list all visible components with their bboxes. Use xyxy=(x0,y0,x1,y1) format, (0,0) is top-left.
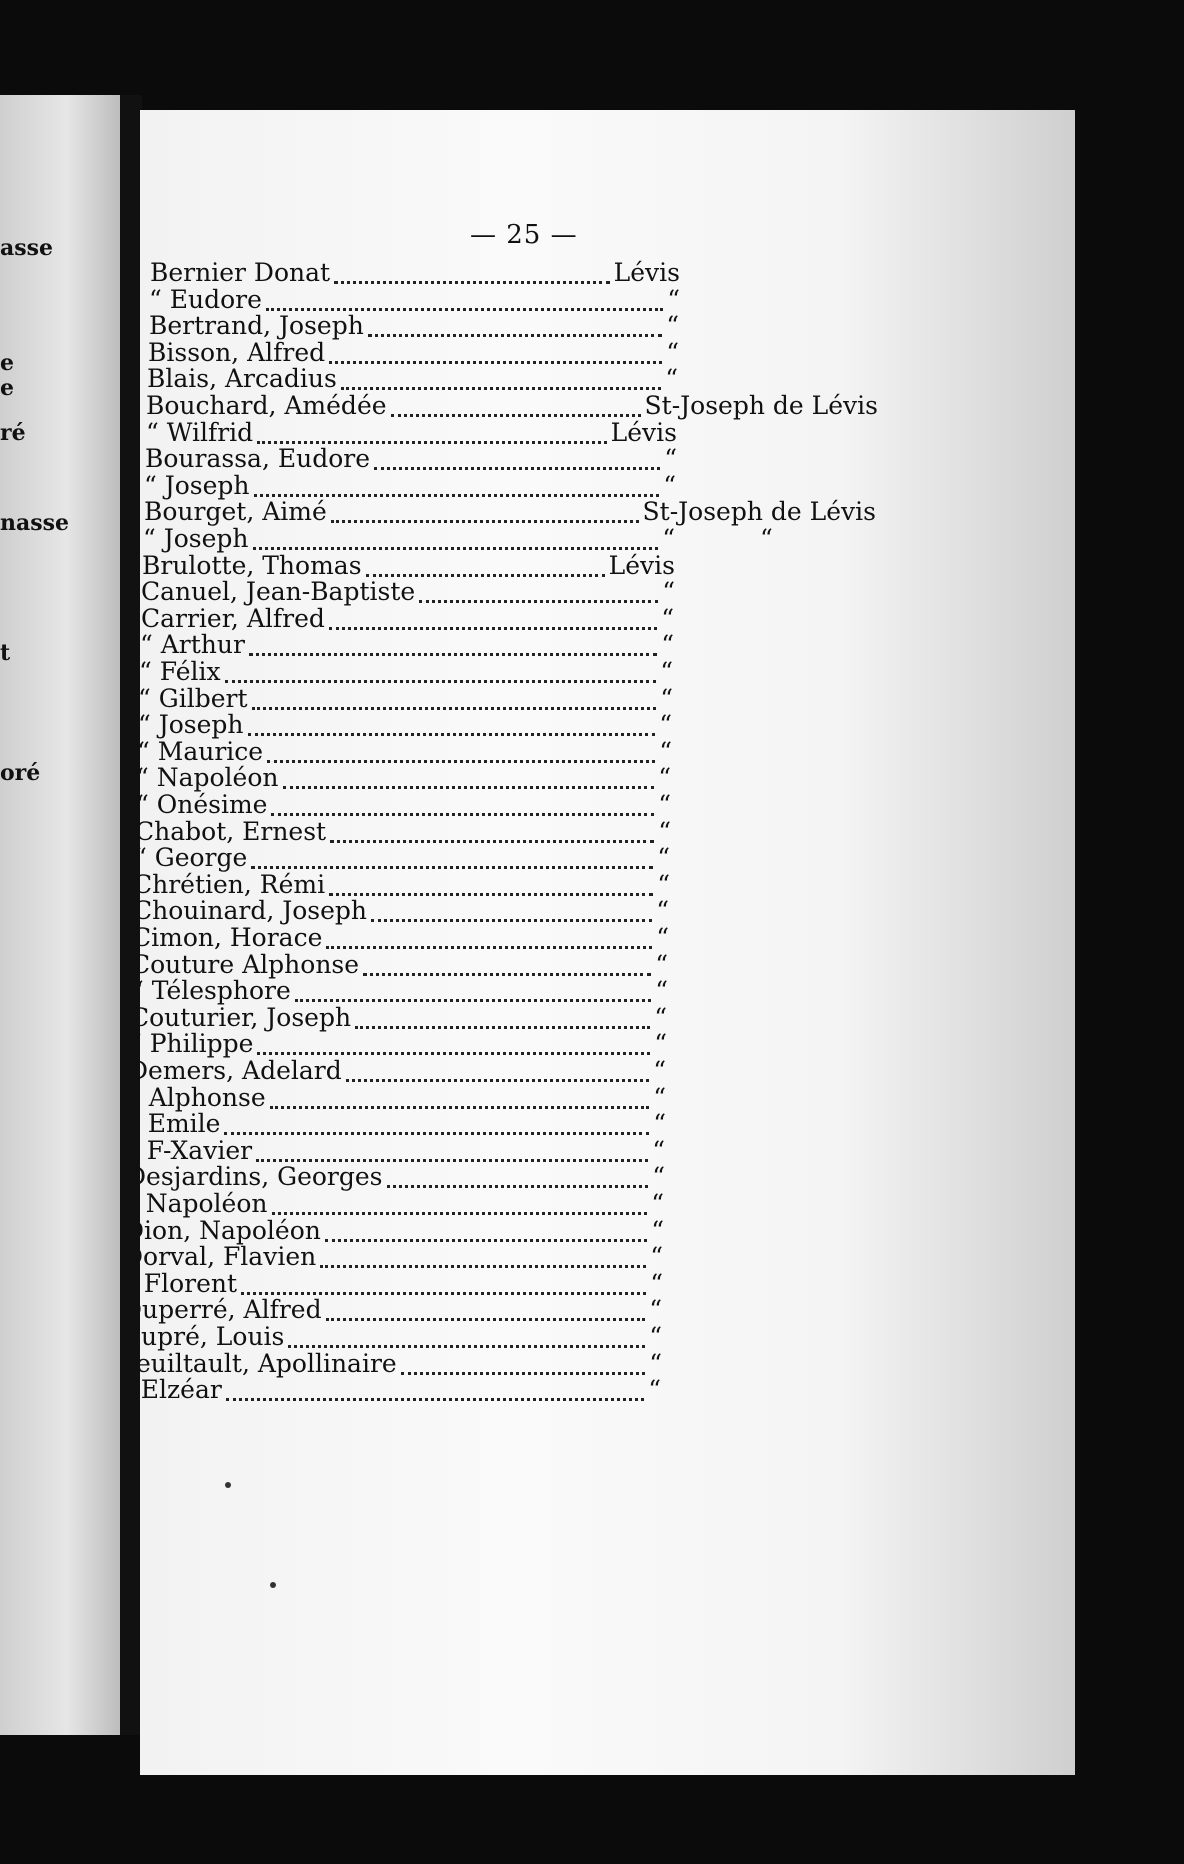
person-name: Cimon, Horace xyxy=(132,923,323,952)
person-name: Feuiltault, Apollinaire xyxy=(120,1349,397,1378)
dot-leader xyxy=(249,647,657,656)
person-name: Bisson, Alfred xyxy=(148,338,326,367)
place-name: St-Joseph de Lévis xyxy=(642,497,876,526)
facing-page-text: ré xyxy=(0,420,26,446)
dot-leader xyxy=(330,834,654,843)
person-name: “ Gilbert xyxy=(138,684,248,713)
list-entry xyxy=(130,1005,667,1031)
person-name: Canuel, Jean-Baptiste xyxy=(141,577,416,606)
facing-page-text: oré xyxy=(0,760,41,786)
dot-leader xyxy=(391,408,641,417)
dot-leader xyxy=(271,807,654,816)
person-name: Brulotte, Thomas xyxy=(142,551,362,580)
dot-leader xyxy=(252,701,657,710)
dot-leader xyxy=(401,1366,646,1375)
place-name: Lévis xyxy=(613,258,680,287)
person-name: “ Napoléon xyxy=(136,763,279,792)
place-name: “ xyxy=(649,1295,662,1324)
place-name: “ xyxy=(665,364,678,393)
dot-leader xyxy=(368,328,662,337)
dot-leader xyxy=(329,355,662,364)
dot-leader xyxy=(355,1020,650,1029)
person-name: “ Arthur xyxy=(140,630,245,659)
dot-leader xyxy=(226,1392,644,1401)
place-name: “ xyxy=(650,1242,663,1271)
person-name: “ Eudore xyxy=(149,285,262,314)
dot-leader xyxy=(329,887,653,896)
dot-leader xyxy=(363,967,651,976)
place-name: “ xyxy=(661,604,674,633)
list-entry xyxy=(140,632,674,658)
person-name: Couture Alphonse xyxy=(131,950,360,979)
dot-leader xyxy=(267,754,655,763)
place-name: “ xyxy=(652,1136,665,1165)
dot-leader xyxy=(241,1286,646,1295)
dot-leader xyxy=(253,541,659,550)
dot-leader xyxy=(387,1179,649,1188)
place-name: “ xyxy=(657,843,670,872)
person-name: “ Joseph xyxy=(143,524,249,553)
person-name: “ Florent xyxy=(123,1269,238,1298)
person-name: Demers, Adelard xyxy=(128,1056,342,1085)
place-name: “ xyxy=(666,338,679,367)
person-name: “ Napoléon xyxy=(125,1189,268,1218)
place-name: “ xyxy=(659,737,672,766)
dot-leader xyxy=(251,860,653,869)
person-name: Chrétien, Rémi xyxy=(133,870,326,899)
list-entry xyxy=(126,1164,665,1190)
document-page xyxy=(120,110,1075,1775)
list-entry xyxy=(136,792,671,818)
place-name: “ xyxy=(655,976,668,1005)
person-name: Duperré, Alfred xyxy=(122,1295,322,1324)
facing-page-text: nasse xyxy=(0,510,70,536)
place-name: “ xyxy=(653,1083,666,1112)
person-name: Bertrand, Joseph xyxy=(149,311,364,340)
list-entry xyxy=(141,606,674,632)
place-name: “ xyxy=(658,763,671,792)
facing-page-fragment xyxy=(0,95,120,1735)
place-name: “ xyxy=(651,1189,664,1218)
person-name: Dorval, Flavien xyxy=(123,1242,317,1271)
list-entry xyxy=(132,925,669,951)
list-entry xyxy=(149,287,680,313)
dot-leader xyxy=(283,780,655,789)
place-name: “ xyxy=(658,790,671,819)
place-name: “ xyxy=(660,684,673,713)
list-entry xyxy=(147,366,678,392)
person-name: Desjardins, Georges xyxy=(126,1162,383,1191)
list-entry xyxy=(135,819,671,845)
list-entry xyxy=(138,712,672,738)
list-entry xyxy=(133,898,669,924)
dot-leader xyxy=(374,461,660,470)
place-name: “ xyxy=(659,710,672,739)
dot-leader xyxy=(257,1046,650,1055)
person-name: “ Joseph xyxy=(144,471,250,500)
list-entry xyxy=(141,579,675,605)
person-name: “ Joseph xyxy=(138,710,244,739)
place-name: Lévis xyxy=(610,418,677,447)
place-name: “ xyxy=(655,950,668,979)
dot-leader xyxy=(266,302,663,311)
dot-leader xyxy=(346,1073,649,1082)
list-entry xyxy=(122,1297,662,1323)
place-name: “ xyxy=(667,285,680,314)
place-name: “ xyxy=(661,630,674,659)
person-name: “ George xyxy=(134,843,248,872)
list-entry xyxy=(131,978,668,1004)
list-entry xyxy=(145,446,677,472)
dot-leader xyxy=(270,1100,650,1109)
person-name: Couturier, Joseph xyxy=(130,1003,352,1032)
facing-page-text: e xyxy=(0,350,14,376)
person-name: Dupré, Louis xyxy=(121,1322,285,1351)
dot-leader xyxy=(329,621,657,630)
dot-leader xyxy=(254,488,660,497)
place-name: “ xyxy=(666,311,679,340)
dot-leader xyxy=(419,594,658,603)
list-entry xyxy=(144,499,876,525)
list-entry xyxy=(123,1244,663,1270)
dot-leader xyxy=(248,727,656,736)
list-entry xyxy=(133,872,670,898)
list-entry xyxy=(128,1085,666,1111)
dot-leader xyxy=(366,568,605,577)
facing-page-text: asse xyxy=(0,235,54,261)
place-name: “ xyxy=(664,444,677,473)
place-name: “ xyxy=(660,657,673,686)
dot-leader xyxy=(325,1233,647,1242)
person-name: Bourassa, Eudore xyxy=(145,444,370,473)
dot-leader xyxy=(256,1153,648,1162)
place-name: St-Joseph de Lévis xyxy=(644,391,878,420)
dot-leader xyxy=(257,435,606,444)
place-name: “ xyxy=(658,817,671,846)
place-name: “ xyxy=(649,1322,662,1351)
person-name: “ Onésime xyxy=(136,790,268,819)
list-entry xyxy=(143,526,675,552)
ink-speck xyxy=(225,1482,231,1488)
dot-leader xyxy=(331,514,639,523)
place-name: “ xyxy=(648,1375,661,1404)
list-entry xyxy=(126,1138,665,1164)
place-name: “ xyxy=(656,923,669,952)
dot-leader xyxy=(224,1126,649,1135)
person-name: Blais, Arcadius xyxy=(147,364,337,393)
dot-leader xyxy=(334,275,610,284)
place-name: “ xyxy=(652,1162,665,1191)
list-entry xyxy=(138,686,673,712)
dot-leader xyxy=(295,993,651,1002)
person-name: “ Elzéar xyxy=(120,1375,222,1404)
list-entry xyxy=(128,1058,666,1084)
place-name: “ xyxy=(653,1056,666,1085)
place-name: “ xyxy=(649,1349,662,1378)
list-entry xyxy=(134,845,670,871)
dot-leader xyxy=(272,1206,648,1215)
person-name: Chabot, Ernest xyxy=(135,817,327,846)
dot-leader xyxy=(320,1259,646,1268)
person-name: “ Félix xyxy=(139,657,221,686)
place-name: “ xyxy=(650,1269,663,1298)
page-number: — 25 — xyxy=(470,220,578,250)
dot-leader xyxy=(225,674,657,683)
list-entry xyxy=(121,1324,662,1350)
list-entry xyxy=(146,393,878,419)
list-entry xyxy=(146,420,677,446)
list-entry xyxy=(124,1218,664,1244)
person-name: “ Télesphore xyxy=(131,976,291,1005)
dot-leader xyxy=(326,940,652,949)
person-name: “ Philippe xyxy=(129,1029,254,1058)
list-entry xyxy=(125,1191,664,1217)
person-name: “ Alphonse xyxy=(128,1083,266,1112)
list-entry xyxy=(120,1377,661,1403)
person-name: “ Maurice xyxy=(137,737,264,766)
list-entry xyxy=(148,340,679,366)
list-entry xyxy=(144,473,676,499)
dot-leader xyxy=(371,913,652,922)
list-entry xyxy=(123,1271,663,1297)
person-name: Dion, Napoléon xyxy=(124,1216,321,1245)
place-name: “ xyxy=(654,1029,667,1058)
place-name: “ xyxy=(656,896,669,925)
dot-leader xyxy=(341,381,661,390)
list-entry xyxy=(150,260,680,286)
person-name: “ Emile xyxy=(127,1109,221,1138)
person-name: Carrier, Alfred xyxy=(141,604,325,633)
person-name: Bouchard, Amédée xyxy=(146,391,387,420)
dot-leader xyxy=(288,1339,645,1348)
person-name: “ Wilfrid xyxy=(146,418,254,447)
place-name: “ xyxy=(662,577,675,606)
place-name: “ xyxy=(657,870,670,899)
list-entry xyxy=(129,1031,667,1057)
place-name: “ xyxy=(663,471,676,500)
list-entry xyxy=(127,1111,666,1137)
list-entry xyxy=(139,659,673,685)
list-entry xyxy=(131,952,668,978)
person-name: “ F-Xavier xyxy=(126,1136,253,1165)
facing-page-text: t xyxy=(0,640,11,666)
list-entry xyxy=(142,553,675,579)
list-entry xyxy=(136,765,671,791)
place-name: “ xyxy=(653,1109,666,1138)
facing-page-text: e xyxy=(0,375,14,401)
list-entry xyxy=(120,1351,662,1377)
person-name: Bourget, Aimé xyxy=(144,497,327,526)
list-entry xyxy=(137,739,672,765)
place-name: “ xyxy=(651,1216,664,1245)
dot-leader xyxy=(326,1312,646,1321)
place-name: “ xyxy=(654,1003,667,1032)
ditto-mark: “ xyxy=(760,524,773,553)
person-name: Bernier Donat xyxy=(150,258,331,287)
ink-speck xyxy=(270,1582,276,1588)
person-name: Chouinard, Joseph xyxy=(133,896,368,925)
place-name: Lévis xyxy=(608,551,675,580)
place-name: “ xyxy=(662,524,675,553)
list-entry xyxy=(149,313,679,339)
